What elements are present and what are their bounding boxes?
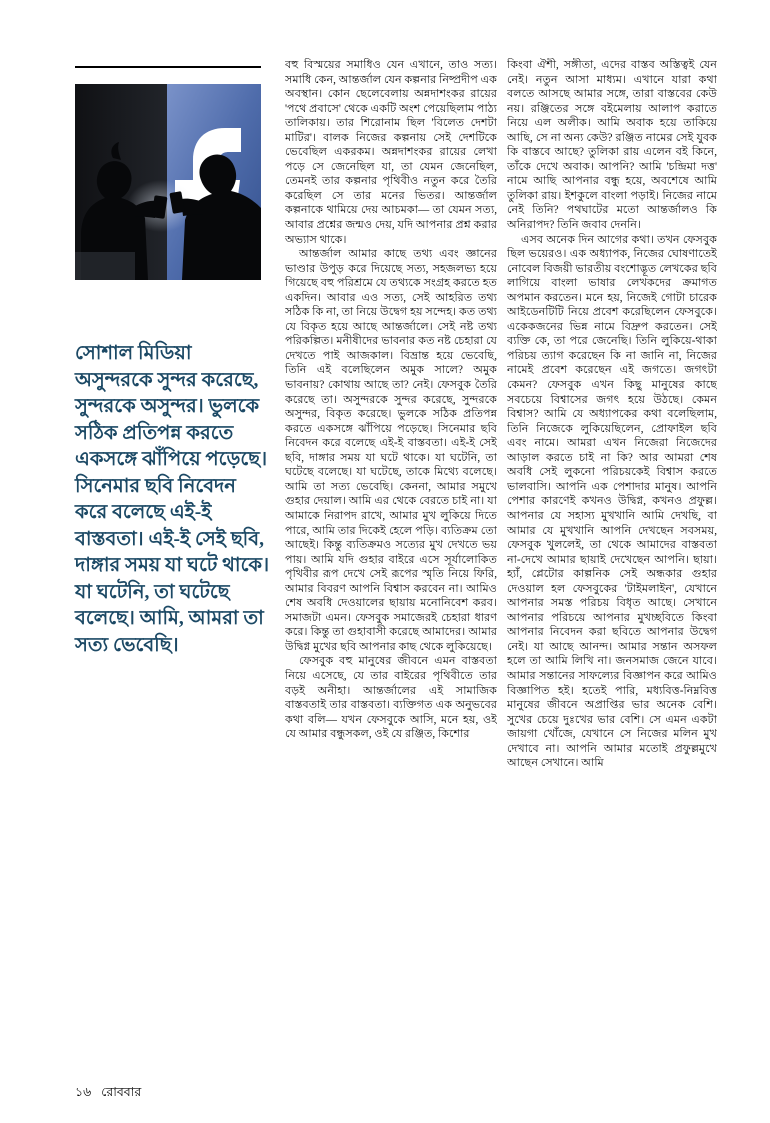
top-rule <box>75 66 261 68</box>
paragraph: ফেসবুক বহু মানুষের জীবনে এমন বাস্তবতা নিয়ে এসেছে, যে তার বাইরের পৃথিবীতে তার বড়ই অনীহা। আন্তর্জালের এই সামাজিক বাস্তবতাই তার বাস্তবতা। ব্যক্তিগত এক অনুভবের কথা বলি— যখন ফেসবুকে আসি, মনে হয়, ওই যে আমার বন্ধুসকল, ওই যে রঞ্জিত, কিশোর <box>285 655 497 741</box>
pull-quote: সোশাল মিডিয়া অসুন্দরকে সুন্দর করেছে, সুন্দরকে অসুন্দর। ভুলকে সঠিক প্রতিপন্ন করতে একসঙ্গে ঝাঁপিয়ে পড়েছে। সিনেমার ছবি নিবেদন করে বলেছে এই-ই বাস্তবতা। এই-ই সেই ছবি, দাঙ্গার সময় যা ঘটে থাকে। যা ঘটেনি, তা ঘটেছে বলেছে। আমি, আমরা তা সত্য ভেবেছি। <box>75 343 270 656</box>
paragraph: এসব অনেক দিন আগের কথা। তখন ফেসবুক ছিল ভয়েরও। এক অধ্যাপক, নিজের ঘোষণাতেই নোবেল বিজয়ী ভারতীয় বংশোদ্ভূত লেখকের ছবি লাগিয়ে বাংলা ভাষার লেখকদের ক্রমাগত অপমান করতেন। মনে হয়, নিজেই গোটা চারেক আইডেনটিটি নিয়ে প্রবেশ করেছিলেন ফেসবুকে। একেকজনের ভিন্ন নামে বিদ্রুপ করতেন। সেই ব্যক্তি কে, তা পরে জেনেছি। তিনি লুকিয়ে-থাকা পরিচয় ত্যাগ করেছেন কি না জানি না, নিজের নামেই প্রবেশ করেছেন এই জগতে। জগৎটা কেমন? ফেসবুক এখন কিছু মানুষের কাছে সবচেয়ে বিশ্বাসের জগৎ হয়ে উঠছে। কেমন বিশ্বাস? আমি যে অধ্যাপকের কথা বলেছিলাম, তিনি নিজেকে লুকিয়েছিলেন, প্রোফাইল ছবি এবং নামে। আমরা এখন নিজেরা নিজেদের আড়াল করতে চাই না কি? আর আমরা শেষ অবধি সেই লুকনো পরিচয়কেই বিশ্বাস করতে ভালবাসি। আপনি এক পেশাদার মানুষ। আপনি পেশার কারণেই কখনও উদ্বিগ্ন, কখনও প্রফুল্ল। আপনার যে সহাস্য মুখখানি আমি দেখছি, বা আমার যে মুখখানি আপনি দেখছেন সবসময়, ফেসবুক খুললেই, তা থেকে আমাদের বাস্তবতা না-দেখে আমার ছায়াই দেখেছেন আপনি। ছায়া। হ্যাঁ, প্লেটোর কাল্পনিক সেই অন্ধকার গুহার দেওয়াল হল ফেসবুকের 'টাইমলাইন', যেখানে আপনার সমস্ত পরিচয় বিধৃত আছে। সেখানে আপনার পরিচয়ে আপনার মুখচ্ছবিতে কিংবা আপনার নিবেদন করা ছবিতে আপনার উদ্বেগ নেই। যা আছে আনন্দ। আমার সন্তান অসফল হলে তা আমি লিখি না। জনসমাজ জেনে যাবে। আমার সন্তানের সাফল্যের বিজ্ঞাপন করে আমিও বিজ্ঞাপিত হই। হতেই পারি, মধ্যবিত্ত-নিম্নবিত্ত মানুষের জীবনে অপ্রাপ্তির ভার অনেক বেশি। সুখের চেয়ে দুঃখের ভার বেশি। সে এমন একটা জায়গা খোঁজে, যেখানে সে নিজের মলিন মুখ দেখাবে না। আপনি আমার মতোই প্রফুল্লমুখে আছেন সেখানে। আমি <box>507 233 717 770</box>
page-number: ১৬ <box>75 1085 92 1099</box>
paragraph: বহু বিস্ময়ের সমাধিও যেন এখানে, তাও সত্য। সমাধি কেন, আন্তর্জাল যেন কল্পনার নিষ্প্রদীপ এক অবস্থান। কোন ছেলেবেলায় অন্নদাশংকর রায়ের 'পথে প্রবাসে' থেকে একটি অংশ পেয়েছিলাম পাঠ্য তালিকায়। তার শিরোনাম ছিল 'বিলেত দেশটা মাটির'। বালক নিজের কল্পনায় সেই দেশটিকে ভেবেছিল একরকম। অন্নদাশংকর রায়ের লেখা পড়ে সে জেনেছিল যা, তা যেমন জেনেছিল, তেমনই তার কল্পনার পৃথিবীও নতুন করে তৈরি করেছিল সে তার মনের ভিতর। আন্তর্জাল কল্পনাকে থামিয়ে দেয় আচমকা— তা যেমন সত্য, আবার প্রশ্নের জন্মও দেয়, যদি আপনার প্রশ্ন করার অভ্যাস থাকে। <box>285 59 497 246</box>
page-footer <box>75 1084 141 1104</box>
article-column-1 <box>285 58 497 1092</box>
facebook-photo-illustration <box>75 84 261 280</box>
paragraph: কিংবা ঐশী, সঙ্গীতা, এদের বাস্তব অস্তিত্বই যেন নেই। নতুন আসা মাধ্যম। এখানে যারা কথা বলতে আসছে আমার সঙ্গে, তারা বাস্তবের কেউ নয়। রঞ্জিতের সঙ্গে বইমেলায় আলাপ করাতে নিয়ে এল অলীক। আমি অবাক হয়ে তাকিয়ে আছি, সে না অন্য কেউ? রঞ্জিত নামের সেই যুবক কি বাস্তবে আছে? তুলিকা রায় এলেন বই কিনে, তাঁকে দেখে অবাক। আপনি? আমি 'চন্দ্রিমা দত্ত' নামে আছি আপনার বন্ধু হয়ে, অবশেষে আমি তুলিকা রায়। ইশকুলে বাংলা পড়াই। নিজের নামে নেই তিনি? পথঘাটের মতো আন্তর্জালও কি অনিরাপদ? তিনি জবাব দেননি। <box>507 59 717 232</box>
facebook-photo <box>75 84 261 280</box>
paragraph: আন্তর্জাল আমার কাছে তথ্য এবং জ্ঞানের ভাণ্ডার উপুড় করে দিয়েছে সত্য, সহজলভ্য হয়ে গিয়েছে বহু পরিশ্রমে যে তথ্যকে সংগ্রহ করতে হত একদিন। আবার এও সত্য, সেই আহরিত তথ্য সঠিক কি না, তা নিয়ে উদ্বেগ হয় সন্দেহ। কত তথ্য যে বিকৃত হয়ে আছে আন্তর্জালে। সেই নষ্ট তথ্য পরিকল্পিত। মনীষীদের ভাবনার কত নষ্ট চেহারা যে দেখতে পাই আজকাল। বিভ্রান্ত হয়ে ভেবেছি, তিনি এই বলেছিলেন অমুক সালে? অমুক ভাবনায়? কোথায় আছে তা? নেই। ফেসবুক তৈরি করেছে তা। অসুন্দরকে সুন্দর করেছে, সুন্দরকে অসুন্দর, বিকৃত করেছে। ভুলকে সঠিক প্রতিপন্ন করতে একসঙ্গে ঝাঁপিয়ে পড়েছে। সিনেমার ছবি নিবেদন করে বলেছে এই-ই বাস্তবতা। এই-ই সেই ছবি, দাঙ্গার সময় যা ঘটে থাকে। যা ঘটেনি, তা ঘটেছে বলেছে। যা ঘটেছে, তাকে মিথ্যে বলেছে। আমি তা সত্য ভেবেছি। কেননা, আমার সমুখে গুহার দেয়াল। আমি এর থেকে বেরতে চাই না। যা আমাকে নিরাপদ রাখে, আমার মুখ লুকিয়ে দিতে পারে, আমি তার দিকেই হেলে পড়ি। ব্যতিক্রম তো আছেই। কিন্তু ব্যতিক্রমও সত্যের মুখ দেখতে ভয় পায়। আমি যদি গুহার বাইরে এসে সূর্যালোকিত পৃথিবীর রূপ দেখে সেই রূপের স্মৃতি নিয়ে ফিরি, আমার বিবরণ আপনি বিশ্বাস করবেন না। আমিও শেষ অবধি দেওয়ালের ছায়ায় মনোনিবেশ করব। সমাজটা এমন। ফেসবুক সমাজেরই চেহারা ধারণ করে। কিন্তু তা গুহাবাসী করেছে আমাদের। আমার উদ্বিগ্ন মুখের ছবি আপনার কাছ থেকে লুকিয়েছে। <box>285 248 497 653</box>
article-column-2 <box>507 58 717 1092</box>
table-reflection <box>75 252 135 280</box>
magazine-name: রোববার <box>101 1085 142 1099</box>
